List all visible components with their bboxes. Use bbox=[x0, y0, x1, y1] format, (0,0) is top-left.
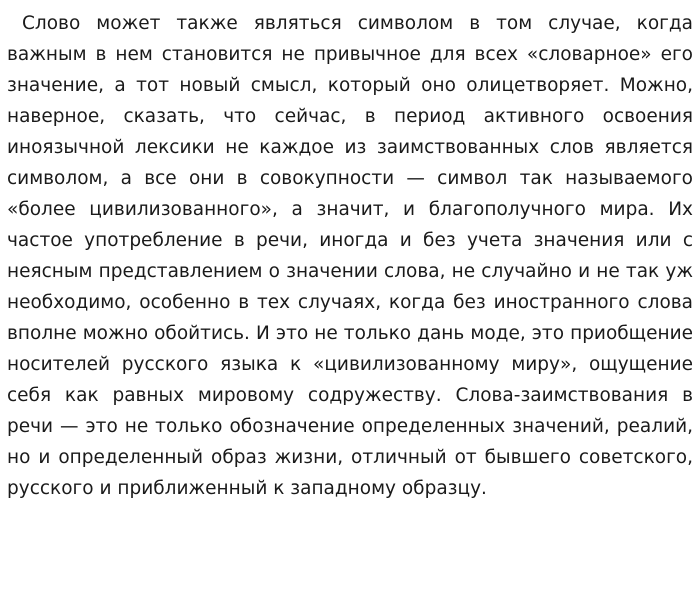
document-page bbox=[7, 8, 693, 504]
body-paragraph: Слово может также являться символом в том случае, когда важным в нем становится не привычное для всех «словарное» его значение, а тот новый смысл, который оно олицетворяет. Можно, наверное, сказать, что сейчас, в период активного освоения иноязычной лексики не каждое из заимствованных слов является символом, а все они в совокупности — символ так называемого «более цивилизованного», а значит, и благополучного мира. Их частое употребление в речи, иногда и без учета значения или с неясным представлением о значении слова, не случайно и не так уж необходимо, особенно в тех случаях, когда без иностранного слова вполне можно обойтись. И это не только дань моде, это приобщение носителей русского языка к «цивилизованному миру», ощущение себя как равных мировому содружеству. Слова-заимствования в речи — это не только обозначение определенных значений, реалий, но и определенный образ жизни, отличный от бывшего советского, русского и приближенный к западному образцу. bbox=[7, 13, 693, 499]
